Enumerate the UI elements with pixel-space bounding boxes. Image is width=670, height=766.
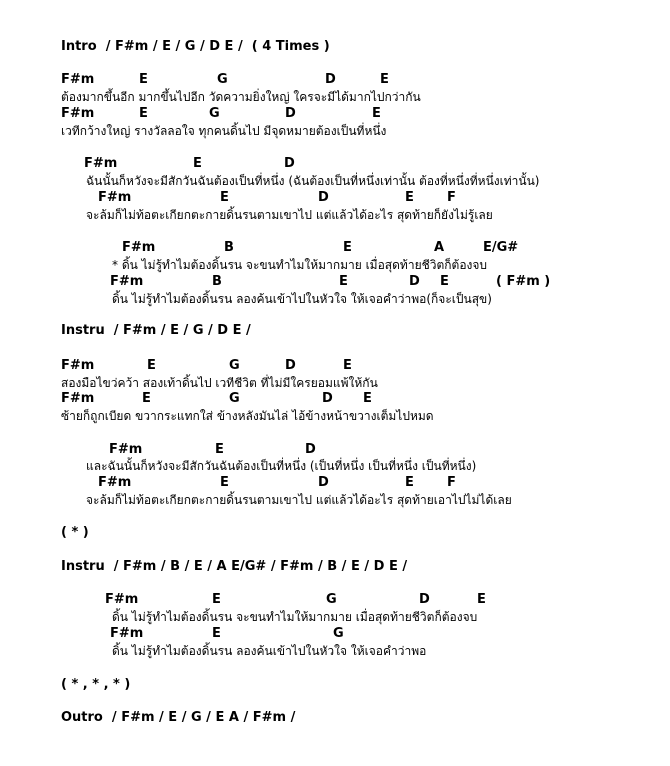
chord-line: D [419, 592, 430, 607]
chord-line: E [139, 72, 148, 87]
lyric-line: ซ้ายก็ถูกเบียด ขวากระแทกใส่ ข้างหลังมันไล่ ไอ้ข้างหน้าขวางเต็มไปหมด [61, 409, 434, 423]
chord-line: E [405, 190, 414, 205]
chord-line: ( * ) [61, 525, 89, 540]
chord-line: D [322, 391, 333, 406]
chord-line: E [220, 190, 229, 205]
chord-line: F#m [109, 442, 143, 457]
chord-line: E [440, 274, 449, 289]
chord-line: G [209, 106, 220, 121]
chord-line: F#m [98, 190, 132, 205]
chord-line: F#m [105, 592, 139, 607]
chord-line: F#m [61, 391, 95, 406]
lyric-line: และฉันนั้นก็หวังจะมีสักวันฉันต้องเป็นที่หนึ่ง (เป็นที่หนึ่ง เป็นที่หนึ่ง เป็นที่หนึ่ง) [86, 459, 477, 473]
chord-line: E [405, 475, 414, 490]
chord-line: Outro / F#m / E / G / E A / F#m / [61, 710, 296, 725]
chord-line: D [409, 274, 420, 289]
chord-line: Intro / F#m / E / G / D E / ( 4 Times ) [61, 39, 330, 54]
lyric-line: จะล้มก็ไม่ท้อตะเกียกตะกายดิ้นรนตามเขาไป แต่แล้วได้อะไร สุดท้ายก็ยังไม่รู้เลย [86, 208, 493, 222]
chord-line: Instru / F#m / B / E / A E/G# / F#m / B / E / D E / [61, 559, 408, 574]
chord-line: E [363, 391, 372, 406]
lyric-line: ฉันนั้นก็หวังจะมีสักวันฉันต้องเป็นที่หนึ่ง (ฉันต้องเป็นที่หนึ่งเท่านั้น ต้องที่หนึ่งที่หนึ่งเท่านั้น) [86, 174, 540, 188]
lyric-line: เวทีกว้างใหญ่ รางวัลลอใจ ทุกคนดิ้นไป มีจุดหมายต้องเป็นที่หนึ่ง [61, 124, 387, 138]
chord-line: D [318, 190, 329, 205]
chord-line: G [326, 592, 337, 607]
chord-line: E [220, 475, 229, 490]
chord-line: D [285, 106, 296, 121]
lyric-line: ต้องมากขึ้นอีก มากขึ้นไปอีก วัดความยิ่งใหญ่ ใครจะมีได้มากไปกว่ากัน [61, 90, 421, 104]
chord-line: E [147, 358, 156, 373]
chord-line: G [229, 358, 240, 373]
chord-line: E [477, 592, 486, 607]
chord-line: F [447, 190, 456, 205]
chord-line: B [212, 274, 222, 289]
chord-line: E [212, 592, 221, 607]
chord-line: F#m [61, 72, 95, 87]
chord-line: F#m [61, 106, 95, 121]
lyric-line: ดิ้น ไม่รู้ทำไมต้องดิ้นรน ลองค้นเข้าไปในหัวใจ ให้เจอคำว่าพอ [112, 644, 427, 658]
chord-line: E/G# [483, 240, 519, 255]
chord-line: D [318, 475, 329, 490]
chord-line: E [343, 358, 352, 373]
chord-line: Instru / F#m / E / G / D E / [61, 323, 251, 338]
chord-line: E [139, 106, 148, 121]
chord-line: G [229, 391, 240, 406]
chord-line: A [434, 240, 445, 255]
chord-line: ( * , * , * ) [61, 677, 131, 692]
chord-line: E [380, 72, 389, 87]
chord-line: E [142, 391, 151, 406]
chord-line: B [224, 240, 234, 255]
chord-line: E [215, 442, 224, 457]
chord-line: D [325, 72, 336, 87]
chord-line: E [193, 156, 202, 171]
chord-line: D [285, 358, 296, 373]
chord-line: E [212, 626, 221, 641]
lyric-line: สองมือไขว่คว้า สองเท้าดิ้นไป เวทีชีวิต ที่ไม่มีใครยอมแพ้ให้กัน [61, 376, 378, 390]
chord-line: F#m [110, 274, 144, 289]
chord-line: F#m [84, 156, 118, 171]
chord-line: F [447, 475, 456, 490]
chord-line: F#m [98, 475, 132, 490]
chord-line: D [305, 442, 316, 457]
chord-line: D [284, 156, 295, 171]
lyric-line: * ดิ้น ไม่รู้ทำไมต้องดิ้นรน จะขนทำไมให้มากมาย เมื่อสุดท้ายชีวิตก็ต้องจบ [112, 258, 488, 272]
chord-line: G [333, 626, 344, 641]
chord-line: G [217, 72, 228, 87]
chord-line: F#m [110, 626, 144, 641]
chord-line: E [372, 106, 381, 121]
chord-line: ( F#m ) [496, 274, 551, 289]
chord-line: E [343, 240, 352, 255]
lyric-line: ดิ้น ไม่รู้ทำไมต้องดิ้นรน ลองค้นเข้าไปในหัวใจ ให้เจอคำว่าพอ(ก็จะเป็นสุข) [112, 292, 492, 306]
lyric-line: จะล้มก็ไม่ท้อตะเกียกตะกายดิ้นรนตามเขาไป แต่แล้วได้อะไร สุดท้ายเอาไปไม่ได้เลย [86, 493, 512, 507]
chord-line: F#m [61, 358, 95, 373]
chord-line: F#m [122, 240, 156, 255]
chord-line: E [339, 274, 348, 289]
lyric-line: ดิ้น ไม่รู้ทำไมต้องดิ้นรน จะขนทำไมให้มากมาย เมื่อสุดท้ายชีวิตก็ต้องจบ [112, 610, 478, 624]
